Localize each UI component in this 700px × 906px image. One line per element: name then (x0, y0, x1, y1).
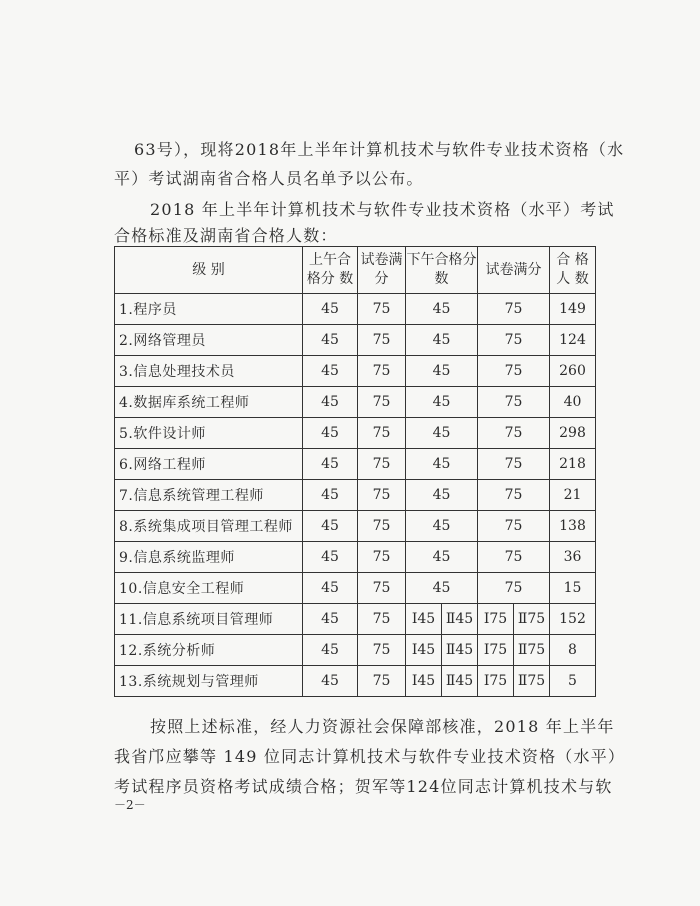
am-full-cell: 75 (358, 573, 406, 604)
pm-score-2-cell: Ⅱ45 (442, 635, 478, 666)
pass-count-cell: 149 (550, 294, 596, 325)
header-pm-full: 试卷满分 (478, 247, 550, 294)
table-row (115, 635, 596, 666)
am-score-cell: 45 (303, 356, 358, 387)
am-score-cell: 45 (303, 449, 358, 480)
table-body (115, 294, 596, 697)
table-row (115, 480, 596, 511)
am-score-cell: 45 (303, 573, 358, 604)
table-row (115, 604, 596, 635)
am-score-cell: 45 (303, 325, 358, 356)
am-full-cell: 75 (358, 387, 406, 418)
pm-full-cell: 75 (478, 573, 550, 604)
pm-score-cell: 45 (406, 294, 478, 325)
pm-score-cell: 45 (406, 325, 478, 356)
header-am-score: 上午合格分 数 (303, 247, 358, 294)
pass-count-cell: 15 (550, 573, 596, 604)
table-row (115, 418, 596, 449)
pm-score-2-cell: Ⅱ45 (442, 604, 478, 635)
level-name-cell: 5.软件设计师 (115, 418, 303, 449)
am-score-cell: 45 (303, 418, 358, 449)
table-row (115, 666, 596, 697)
am-full-cell: 75 (358, 418, 406, 449)
am-score-cell: 45 (303, 511, 358, 542)
pm-score-2-cell: Ⅱ45 (442, 666, 478, 697)
header-am-full: 试卷满分 (358, 247, 406, 294)
am-full-cell: 75 (358, 666, 406, 697)
pm-full-1-cell: Ⅰ75 (478, 604, 514, 635)
am-full-cell: 75 (358, 449, 406, 480)
pm-full-2-cell: Ⅱ75 (514, 604, 550, 635)
level-name-cell: 9.信息系统监理师 (115, 542, 303, 573)
header-level: 级 别 (115, 247, 303, 294)
pm-full-cell: 75 (478, 387, 550, 418)
pm-full-1-cell: Ⅰ75 (478, 635, 514, 666)
level-name-cell: 13.系统规划与管理师 (115, 666, 303, 697)
pass-count-cell: 260 (550, 356, 596, 387)
pass-count-cell: 21 (550, 480, 596, 511)
pass-count-cell: 152 (550, 604, 596, 635)
table-row (115, 542, 596, 573)
qualification-table (114, 246, 596, 697)
level-name-cell: 6.网络工程师 (115, 449, 303, 480)
am-full-cell: 75 (358, 604, 406, 635)
table-row (115, 511, 596, 542)
am-full-cell: 75 (358, 356, 406, 387)
header-count: 合 格人 数 (550, 247, 596, 294)
pass-count-cell: 218 (550, 449, 596, 480)
table-row (115, 356, 596, 387)
pm-score-cell: 45 (406, 480, 478, 511)
am-score-cell: 45 (303, 542, 358, 573)
outro-line-3: 考试程序员资格考试成绩合格；贺军等124位同志计算机技术与软 (114, 777, 613, 796)
pass-count-cell: 5 (550, 666, 596, 697)
pm-score-cell: 45 (406, 573, 478, 604)
pm-score-1-cell: Ⅰ45 (406, 666, 442, 697)
intro-line-3: 2018 年上半年计算机技术与软件专业技术资格（水平）考试 (150, 200, 615, 219)
level-name-cell: 3.信息处理技术员 (115, 356, 303, 387)
pm-full-cell: 75 (478, 511, 550, 542)
header-pm-score: 下午合格分 数 (406, 247, 478, 294)
outro-line-1: 按照上述标准，经人力资源社会保障部核准，2018 年上半年 (150, 717, 615, 736)
page-number: －2－ (114, 798, 146, 812)
level-name-cell: 8.系统集成项目管理工程师 (115, 511, 303, 542)
am-score-cell: 45 (303, 294, 358, 325)
pm-full-cell: 75 (478, 542, 550, 573)
intro-line-4: 合格标准及湖南省合格人数： (114, 226, 338, 245)
level-name-cell: 12.系统分析师 (115, 635, 303, 666)
table-row (115, 449, 596, 480)
pass-count-cell: 40 (550, 387, 596, 418)
am-full-cell: 75 (358, 294, 406, 325)
pass-count-cell: 298 (550, 418, 596, 449)
am-score-cell: 45 (303, 604, 358, 635)
pm-full-cell: 75 (478, 418, 550, 449)
am-score-cell: 45 (303, 480, 358, 511)
table-row (115, 573, 596, 604)
pass-count-cell: 36 (550, 542, 596, 573)
pm-score-cell: 45 (406, 387, 478, 418)
level-name-cell: 7.信息系统管理工程师 (115, 480, 303, 511)
am-full-cell: 75 (358, 635, 406, 666)
outro-line-2: 我省邝应攀等 149 位同志计算机技术与软件专业技术资格（水平） (114, 747, 626, 766)
pm-score-cell: 45 (406, 356, 478, 387)
pm-score-cell: 45 (406, 449, 478, 480)
table-header-row (115, 247, 596, 294)
level-name-cell: 1.程序员 (115, 294, 303, 325)
table-row (115, 325, 596, 356)
pm-full-2-cell: Ⅱ75 (514, 666, 550, 697)
pm-score-1-cell: Ⅰ45 (406, 604, 442, 635)
level-name-cell: 2.网络管理员 (115, 325, 303, 356)
level-name-cell: 4.数据库系统工程师 (115, 387, 303, 418)
pm-full-cell: 75 (478, 294, 550, 325)
pm-score-cell: 45 (406, 511, 478, 542)
pm-full-1-cell: Ⅰ75 (478, 666, 514, 697)
pm-full-cell: 75 (478, 480, 550, 511)
am-full-cell: 75 (358, 325, 406, 356)
pm-full-cell: 75 (478, 356, 550, 387)
pm-full-cell: 75 (478, 449, 550, 480)
pass-count-cell: 138 (550, 511, 596, 542)
pass-count-cell: 8 (550, 635, 596, 666)
am-score-cell: 45 (303, 387, 358, 418)
level-name-cell: 11.信息系统项目管理师 (115, 604, 303, 635)
table-row (115, 387, 596, 418)
intro-line-1: 63号），现将2018年上半年计算机技术与软件专业技术资格（水 (134, 140, 625, 159)
pm-full-cell: 75 (478, 325, 550, 356)
pass-count-cell: 124 (550, 325, 596, 356)
pm-score-cell: 45 (406, 542, 478, 573)
table-row (115, 294, 596, 325)
intro-line-2: 平）考试湖南省合格人员名单予以公布。 (114, 169, 424, 188)
pm-score-1-cell: Ⅰ45 (406, 635, 442, 666)
am-full-cell: 75 (358, 511, 406, 542)
pm-full-2-cell: Ⅱ75 (514, 635, 550, 666)
level-name-cell: 10.信息安全工程师 (115, 573, 303, 604)
am-score-cell: 45 (303, 666, 358, 697)
am-full-cell: 75 (358, 480, 406, 511)
pm-score-cell: 45 (406, 418, 478, 449)
am-score-cell: 45 (303, 635, 358, 666)
am-full-cell: 75 (358, 542, 406, 573)
